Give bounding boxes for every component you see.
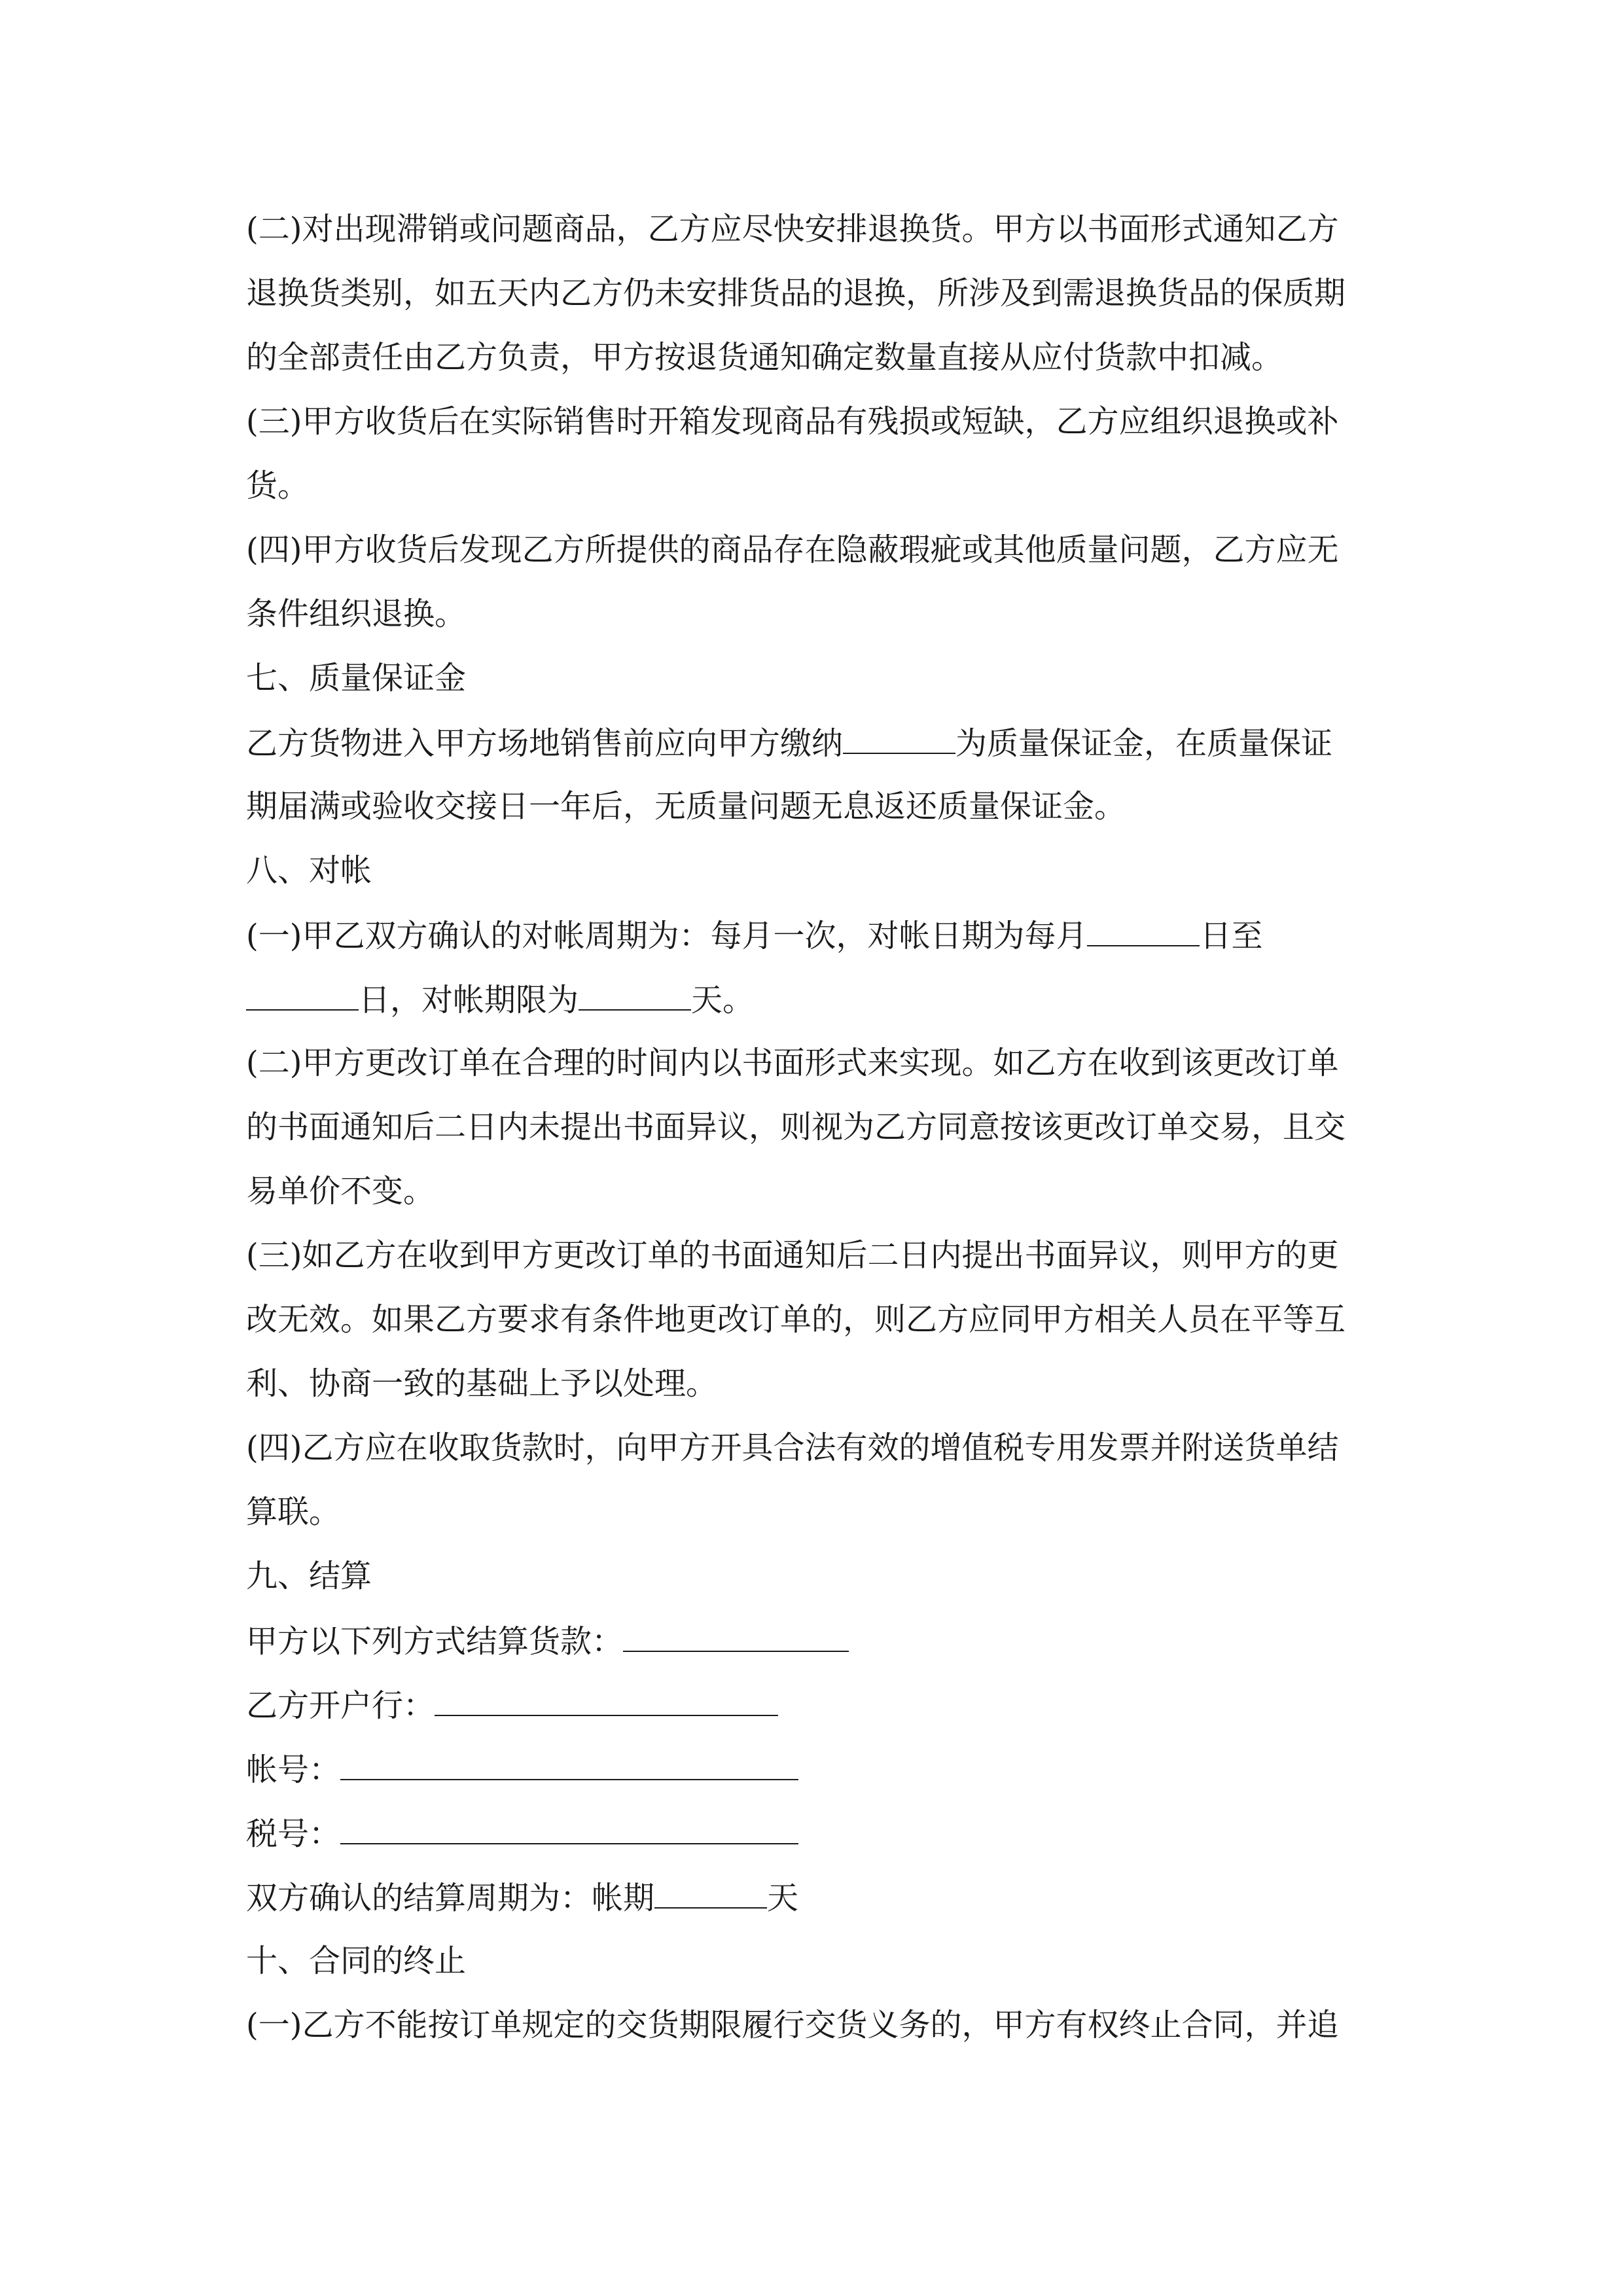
- settlement-period-line: [246, 1877, 1378, 1916]
- deposit-text-before: 乙方货物进入甲方场地销售前应向甲方缴纳: [246, 725, 844, 762]
- tax-line: [246, 1813, 1378, 1852]
- paragraph-line: 退换货类别，如五天内乙方仍未安排货品的退换，所涉及到需退换货品的保质期: [246, 275, 1346, 312]
- account-line: [246, 1749, 1378, 1788]
- reconciliation-term-days-blank[interactable]: [579, 979, 691, 1011]
- settlement-method-blank[interactable]: [623, 1621, 849, 1652]
- section-heading-settlement: 九、结算: [246, 1558, 372, 1594]
- reconciliation-text: (一)甲乙双方确认的对帐周期为：每月一次，对帐日期为每月: [246, 918, 1088, 954]
- paragraph-line: (二)甲方更改订单在合理的时间内以书面形式来实现。如乙方在收到该更改订单: [246, 1045, 1339, 1081]
- paragraph-line: 的全部责任由乙方负责，甲方按退货通知确定数量直接从应付货款中扣减。: [246, 339, 1283, 376]
- deposit-amount-blank[interactable]: [843, 723, 955, 754]
- settlement-days-blank[interactable]: [654, 1877, 767, 1909]
- paragraph-line: 改无效。如果乙方要求有条件地更改订单的，则乙方应同甲方相关人员在平等互: [246, 1301, 1346, 1338]
- account-label: 帐号：: [246, 1751, 341, 1788]
- settlement-method-label: 甲方以下列方式结算货款：: [246, 1623, 624, 1660]
- reconciliation-term-line: [246, 979, 1378, 1018]
- paragraph-line: (一)乙方不能按订单规定的交货期限履行交货义务的，甲方有权终止合同，并追: [246, 2007, 1339, 2043]
- section-heading-reconciliation: 八、对帐: [246, 852, 372, 889]
- section-heading-termination: 十、合同的终止: [246, 1943, 467, 1979]
- paragraph-line: 利、协商一致的基础上予以处理。: [246, 1365, 718, 1402]
- paragraph-line: 算联。: [246, 1494, 341, 1530]
- reconciliation-term-text: 日，对帐期限为: [359, 982, 579, 1018]
- settlement-method-line: [246, 1621, 1378, 1660]
- paragraph-line: (二)对出现滞销或问题商品，乙方应尽快安排退换货。甲方以书面形式通知乙方: [246, 211, 1339, 247]
- paragraph-line: 易单价不变。: [246, 1173, 435, 1210]
- tax-number-blank[interactable]: [340, 1813, 798, 1844]
- deposit-line: [246, 723, 1378, 762]
- bank-blank[interactable]: [435, 1685, 778, 1716]
- reconciliation-text-to: 日至: [1200, 918, 1263, 954]
- reconciliation-end-day-blank[interactable]: [246, 979, 359, 1011]
- paragraph-line: (三)如乙方在收到甲方更改订单的书面通知后二日内提出书面异议，则甲方的更: [246, 1237, 1339, 1274]
- paragraph-line: (四)甲方收货后发现乙方所提供的商品存在隐蔽瑕疵或其他质量问题，乙方应无: [246, 531, 1339, 568]
- reconciliation-days-unit: 天。: [691, 982, 755, 1018]
- settlement-period-label: 双方确认的结算周期为：帐期: [246, 1880, 655, 1916]
- reconciliation-period-line: [246, 915, 1378, 954]
- paragraph-line: 货。: [246, 467, 310, 504]
- paragraph-line: (三)甲方收货后在实际销售时开箱发现商品有残损或短缺，乙方应组织退换或补: [246, 403, 1339, 440]
- paragraph-line: (四)乙方应在收取货款时，向甲方开具合法有效的增值税专用发票并附送货单结: [246, 1429, 1339, 1466]
- account-number-blank[interactable]: [340, 1749, 798, 1780]
- paragraph-line: 期届满或验收交接日一年后，无质量问题无息返还质量保证金。: [246, 788, 1126, 825]
- paragraph-line: 条件组织退换。: [246, 596, 467, 632]
- tax-label: 税号：: [246, 1816, 341, 1852]
- deposit-text-after: 为质量保证金，在质量保证: [955, 725, 1333, 762]
- section-heading-quality-deposit: 七、质量保证金: [246, 660, 467, 696]
- paragraph-line: 的书面通知后二日内未提出书面异议，则视为乙方同意按该更改订单交易，且交: [246, 1109, 1346, 1145]
- bank-label: 乙方开户行：: [246, 1687, 435, 1724]
- reconciliation-start-day-blank[interactable]: [1087, 915, 1200, 946]
- settlement-days-unit: 天: [767, 1880, 799, 1916]
- bank-line: [246, 1685, 1378, 1724]
